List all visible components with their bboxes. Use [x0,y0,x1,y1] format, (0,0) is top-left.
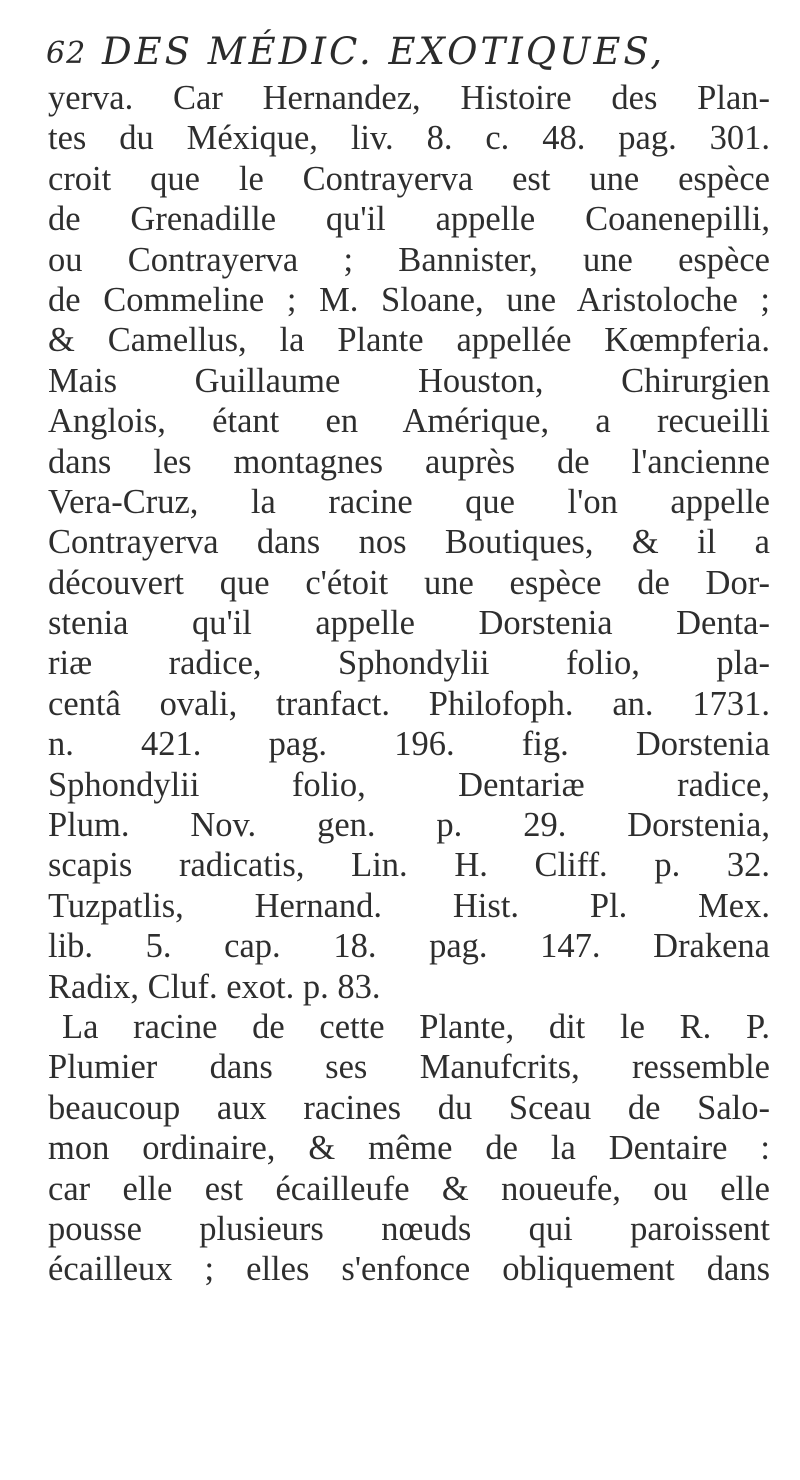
text-line: Sphondylii folio, Dentariæ radice, [48,765,770,804]
text-line: mon ordinaire, & même de la Dentaire : [48,1129,770,1168]
text-line: car elle est écailleufe & noueufe, ou elle [48,1169,770,1208]
text-line: pousse plusieurs nœuds qui paroissent [48,1209,770,1248]
text-line: Vera-Cruz, la racine que l'on appelle [48,482,770,521]
text-line: riæ radice, Sphondylii folio, pla- [48,644,770,683]
text-line: beaucoup aux racines du Sceau de Salo- [48,1088,770,1127]
text-line: Anglois, étant en Amérique, a recueilli [48,402,770,441]
text-line: ou Contrayerva ; Bannister, une espèce [48,240,770,279]
text-line: découvert que c'étoit une espèce de Dor- [48,563,770,602]
text-line: scapis radicatis, Lin. H. Cliff. p. 32. [48,846,770,885]
text-line: n. 421. pag. 196. fig. Dorstenia [48,725,770,764]
text-line: Plumier dans ses Manufcrits, ressemble [48,1048,770,1087]
text-line: Radix, Cluf. exot. p. 83. [48,967,381,1006]
text-line: dans les montagnes auprès de l'ancienne [48,442,770,481]
text-line: Contrayerva dans nos Boutiques, & il a [48,523,770,562]
page-number: 62 [46,36,87,71]
text-line: stenia qu'il appelle Dorstenia Denta- [48,604,770,643]
text-line: lib. 5. cap. 18. pag. 147. Drakena [48,927,770,966]
text-line: centâ ovali, tranfact. Philofoph. an. 1731. [48,684,770,723]
text-line: La racine de cette Plante, dit le R. P. [62,1007,770,1046]
text-line: de Commeline ; M. Sloane, une Aristoloche ; [48,280,770,319]
text-line: yerva. Car Hernandez, Histoire des Plan- [48,79,770,117]
text-line: croit que le Contrayerva est une espèce [48,159,770,198]
text-line: & Camellus, la Plante appellée Kœmpferia. [48,321,770,360]
running-title: DES MÉDIC. EXOTIQUES, [102,30,666,73]
text-line: Mais Guillaume Houston, Chirurgien [48,361,770,400]
page-header [46,30,736,82]
text-line: de Grenadille qu'il appelle Coanenepilli, [48,200,770,239]
text-line: écailleux ; elles s'enfonce obliquement dans [48,1250,770,1289]
body-text [48,78,770,1290]
text-line: tes du Méxique, liv. 8. c. 48. pag. 301. [48,119,770,158]
text-line: Tuzpatlis, Hernand. Hist. Pl. Mex. [48,886,770,925]
text-line: Plum. Nov. gen. p. 29. Dorstenia, [48,806,770,845]
